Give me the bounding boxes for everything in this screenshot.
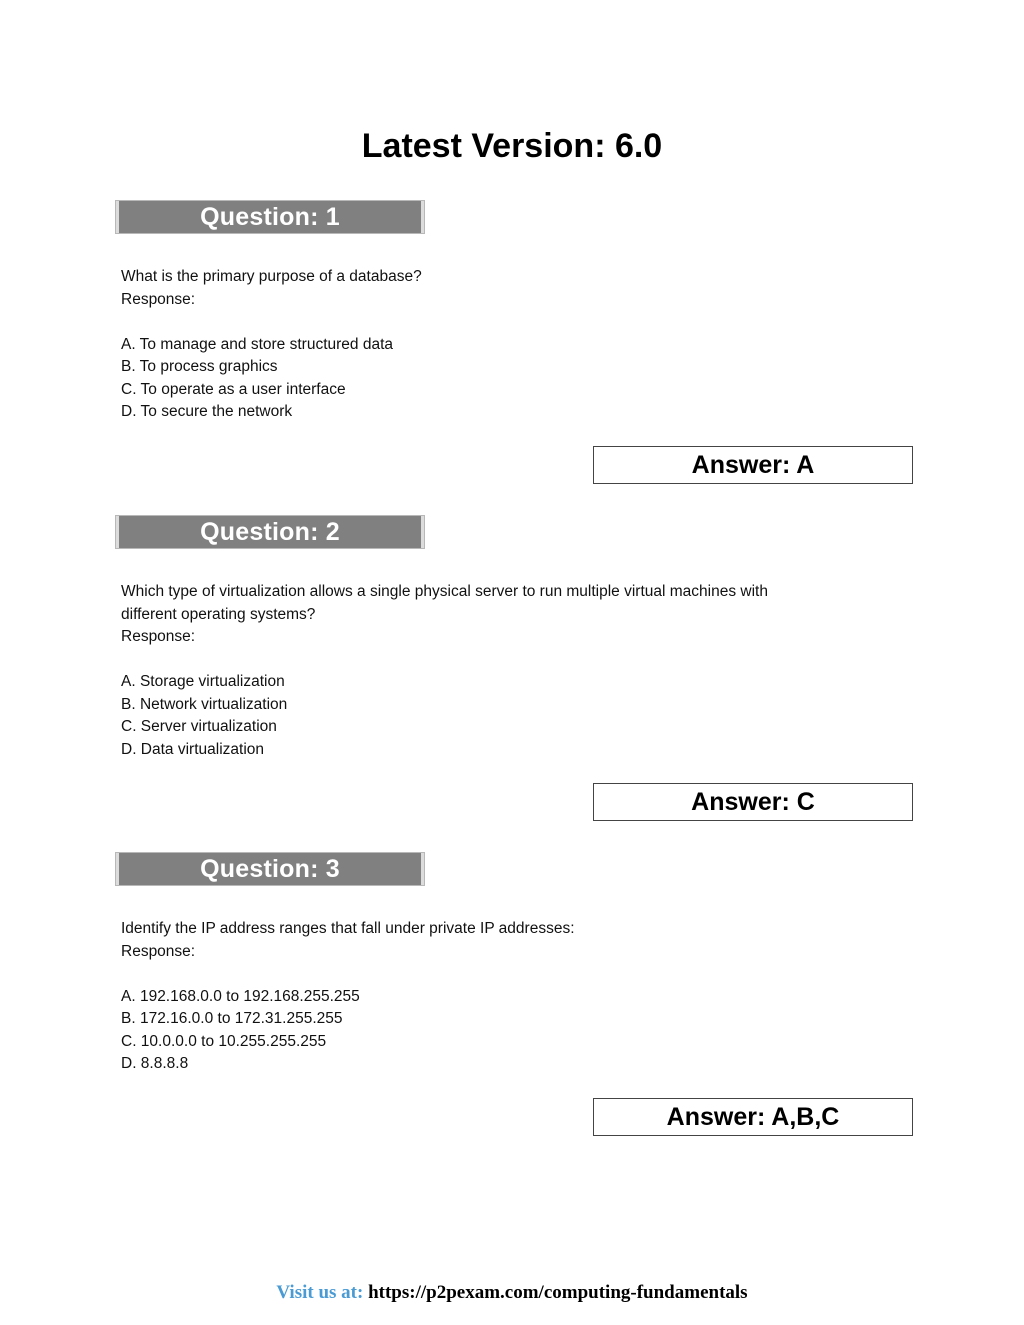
question-body [121, 581, 881, 761]
question-header [115, 200, 425, 234]
option-a: A. 192.168.0.0 to 192.168.255.255 [121, 987, 360, 1005]
answer-box [593, 446, 913, 484]
page-title: Latest Version: 6.0 [361, 127, 663, 165]
question-header-label: Question: 1 [200, 202, 340, 231]
answer-label: Answer: A,B,C [666, 1102, 840, 1131]
question-header [115, 515, 425, 549]
footer [0, 1280, 1024, 1306]
question-header [115, 852, 425, 886]
answer-label: Answer: C [691, 787, 815, 816]
footer-url-link[interactable]: https://p2pexam.com/computing-fundamentals [368, 1282, 748, 1303]
answer-box [593, 1098, 913, 1136]
option-b: B. 172.16.0.0 to 172.31.255.255 [121, 1010, 343, 1027]
response-label: Response: [121, 628, 196, 645]
option-c: C. Server virtualization [121, 718, 277, 735]
option-b: B. Network virtualization [121, 695, 288, 713]
question-body [121, 266, 881, 424]
footer-visit-label: Visit us at: [276, 1282, 369, 1303]
option-c: C. 10.0.0.0 to 10.255.255.255 [121, 1032, 327, 1050]
response-label: Response: [121, 942, 196, 960]
question-header-label: Question: 2 [200, 517, 340, 546]
answer-box [593, 783, 913, 821]
option-c: C. To operate as a user interface [121, 380, 346, 398]
option-b: B. To process graphics [121, 358, 278, 375]
question-text: Identify the IP address ranges that fall under private IP addresses: [121, 920, 575, 937]
response-label: Response: [121, 290, 196, 308]
question-text: Which type of virtualization allows a single physical server to run multiple virtual machines with [121, 583, 768, 600]
answer-label: Answer: A [691, 450, 815, 479]
option-d: D. Data virtualization [121, 740, 265, 758]
option-a: A. Storage virtualization [121, 673, 285, 690]
question-text-continued: different operating systems? [121, 605, 316, 623]
question-body [121, 918, 881, 1076]
question-header-label: Question: 3 [200, 854, 340, 883]
option-a: A. To manage and store structured data [121, 335, 393, 353]
question-text: What is the primary purpose of a database? [121, 268, 422, 285]
option-d: D. To secure the network [121, 403, 293, 420]
option-d: D. 8.8.8.8 [121, 1055, 189, 1072]
